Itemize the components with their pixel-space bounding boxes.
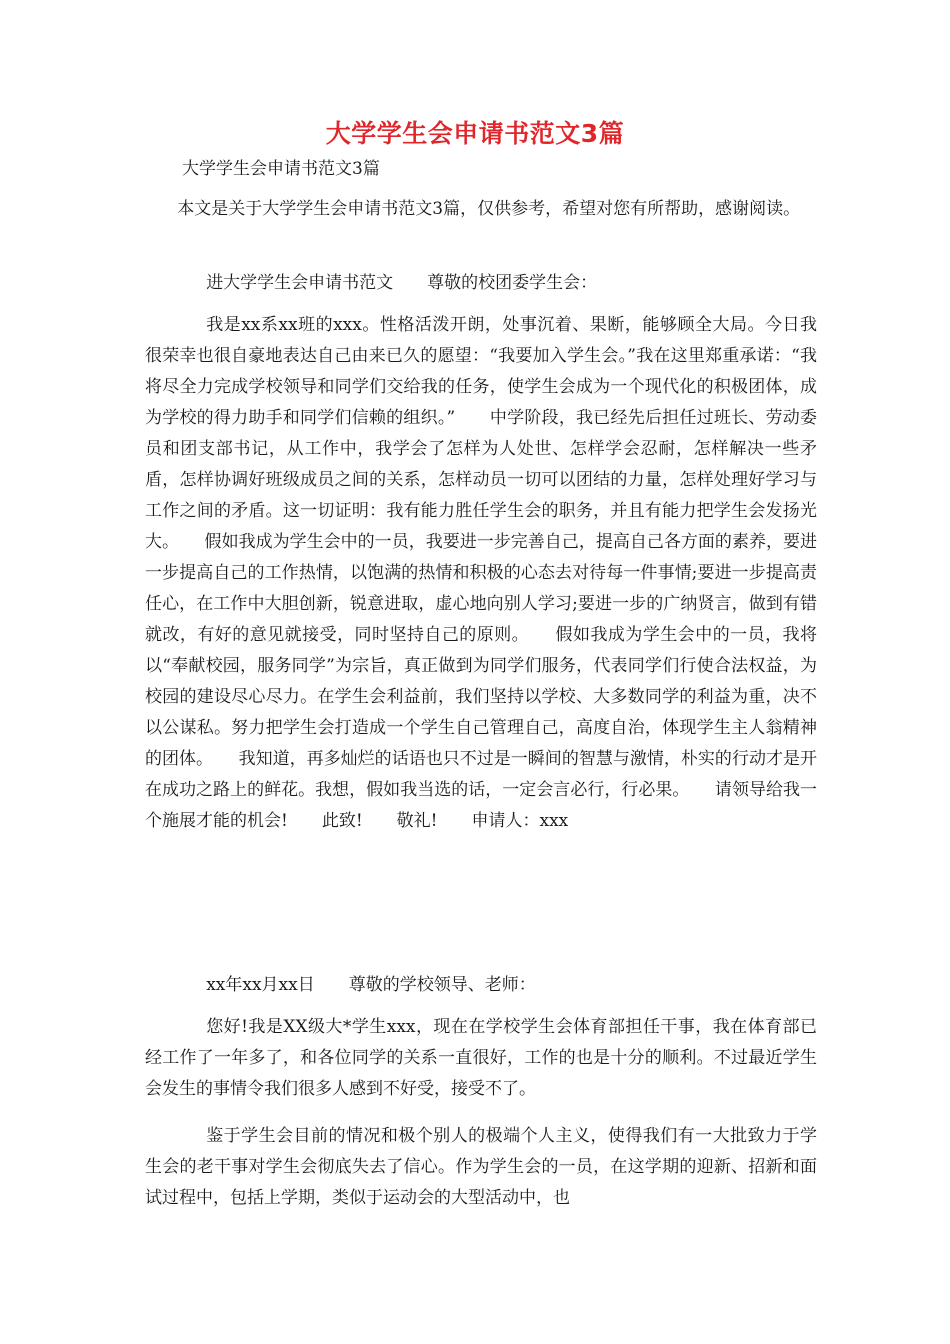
section-heading-paragraph: 进大学学生会申请书范文 尊敬的校团委学生会： <box>206 273 598 293</box>
document-title: 大学学生会申请书范文3篇 <box>325 119 625 148</box>
application-body-paragraph: 我是xx系xx班的xxx。性格活泼开朗，处事沉着、果断，能够顾全大局。今日我很荣幸也很自豪地表达自己由来已久的愿望：“我要加入学生会。”我在这里郑重承诺：“我将尽全力完成学校领导和同学们交给我的任务，使学生会成为一个现代化的积极团体，成为学校的得力助手和同学们信赖的组织。” 中学阶段，我已经先后担任过班长、劳动委员和团支部书记，从工作中，我学会了怎样为人处世、怎样学会忍耐，怎样解决一些矛盾，怎样协调好班级成员之间的关系，怎样动员一切可以团结的力量，怎样处理好学习与工作之间的矛盾。这一切证明：我有能力胜任学生会的职务，并且有能力把学生会发扬光大。 假如我成为学生会中的一员，我要进一步完善自己，提高自己各方面的素养，要进一步提高自己的工作热情，以饱满的热情和积极的心态去对待每一件事情;要进一步提高责任心，在工作中大胆创新，锐意进取，虚心地向别人学习;要进一步的广纳贤言，做到有错就改，有好的意见就接受，同时坚持自己的原则。 假如我成为学生会中的一员，我将以“奉献校园，服务同学”为宗旨，真正做到为同学们服务，代表同学们行使合法权益，为校园的建设尽心尽力。在学生会利益前，我们坚持以学校、大多数同学的利益为重，决不以公谋私。努力把学生会打造成一个学生自己管理自己，高度自治，体现学生主人翁精神的团体。 我知道，再多灿烂的话语也只不过是一瞬间的智慧与激情，朴实的行动才是开在成功之路上的鲜花。我想，假如我当选的话，一定会言必行，行必果。 请领导给我一个施展才能的机会! 此致! 敬礼! 申请人：xxx <box>145 315 817 831</box>
date-salutation-paragraph: xx年xx月xx日 尊敬的学校领导、老师： <box>206 975 536 995</box>
document-subtitle: 大学学生会申请书范文3篇 <box>182 159 380 179</box>
intro-paragraph: 本文是关于大学学生会申请书范文3篇，仅供参考，希望对您有所帮助，感谢阅读。 <box>177 199 801 219</box>
letter-body-paragraph: 鉴于学生会目前的情况和极个别人的极端个人主义，使得我们有一大批致力于学生会的老干事对学生会彻底失去了信心。作为学生会的一员，在这学期的迎新、招新和面试过程中，包括上学期，类似于运动会的大型活动中，也 <box>145 1126 817 1208</box>
letter-opening-paragraph: 您好!我是XX级大*学生xxx，现在在学校学生会体育部担任干事，我在体育部已经工作了一年多了，和各位同学的关系一直很好，工作的也是十分的顺利。不过最近学生会发生的事情令我们很多人感到不好受，接受不了。 <box>145 1017 817 1099</box>
